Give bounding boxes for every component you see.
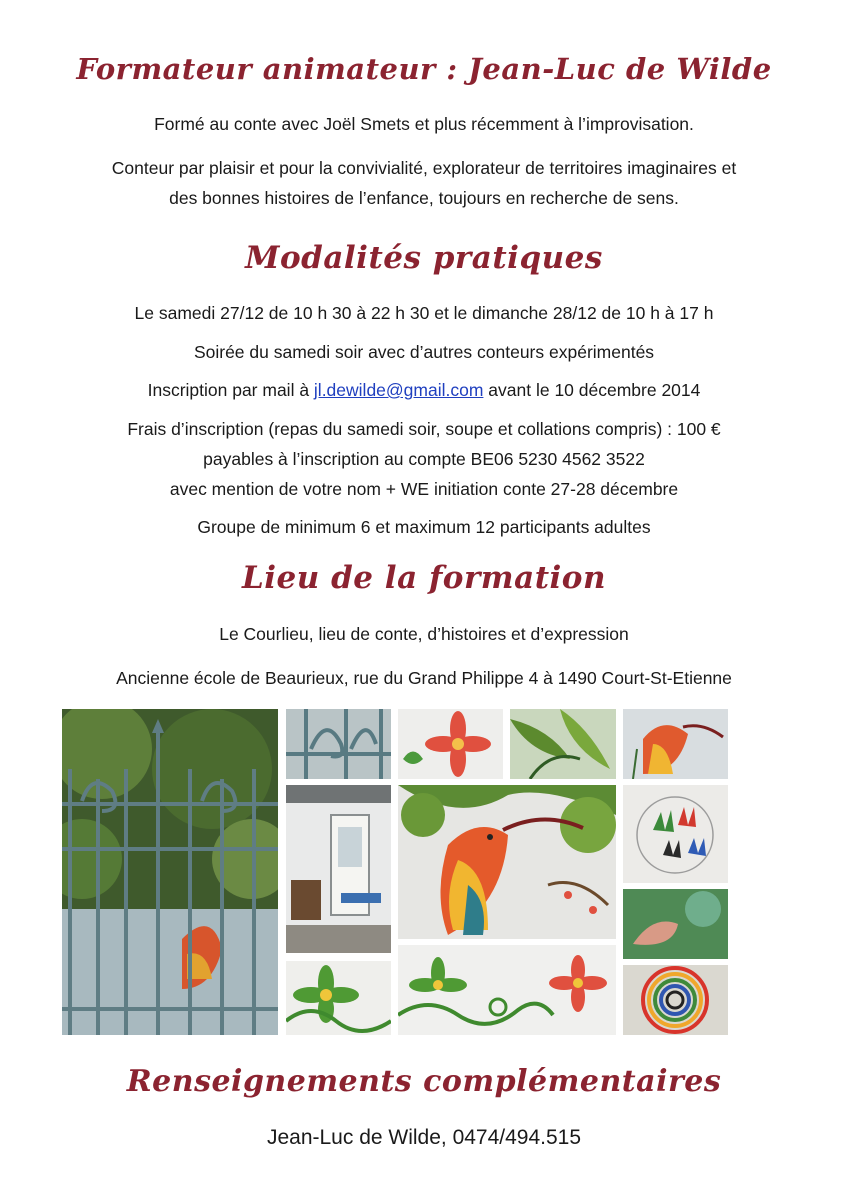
vine-mural-photo <box>398 945 616 1035</box>
modalites-heading: Modalités pratiques <box>245 240 603 276</box>
formateur-heading: Formateur animateur : Jean-Luc de Wilde <box>76 52 772 86</box>
photo-collage <box>62 709 728 1035</box>
leaves-photo <box>510 709 616 779</box>
lieu-heading: Lieu de la formation <box>241 560 607 596</box>
formateur-line-2: Conteur par plaisir et pour la convivialité, explorateur de territoires imaginaires et <box>111 158 737 178</box>
inscription-text-after: avant le 10 décembre 2014 <box>483 380 701 400</box>
modalites-inscription <box>0 379 848 401</box>
gate-photo <box>62 709 278 1035</box>
red-flower-photo <box>398 709 503 779</box>
renseignements-heading: Renseignements complémentaires <box>126 1064 722 1099</box>
modalites-dates: Le samedi 27/12 de 10 h 30 à 22 h 30 et le dimanche 28/12 de 10 h à 17 h <box>134 303 714 323</box>
inscription-text-before: Inscription par mail à <box>147 380 314 400</box>
hand-painting-photo <box>623 889 728 959</box>
bird-mural-photo <box>398 785 616 939</box>
bird-head-photo <box>623 709 728 779</box>
school-entrance-photo <box>286 785 391 953</box>
formateur-line-1: Formé au conte avec Joël Smets et plus récemment à l’improvisation. <box>154 114 694 134</box>
lieu-adresse: Ancienne école de Beaurieux, rue du Grand Philippe 4 à 1490 Court-St-Etienne <box>116 668 732 688</box>
formateur-line-3: des bonnes histoires de l’enfance, toujours en recherche de sens. <box>169 188 679 208</box>
modalites-mention: avec mention de votre nom + WE initiation conte 27-28 décembre <box>169 479 679 499</box>
gate-detail-photo <box>286 709 391 779</box>
modalites-payables: payables à l’inscription au compte BE06 5230 4562 3522 <box>203 449 645 469</box>
lieu-nom: Le Courlieu, lieu de conte, d’histoires et d’expression <box>219 624 629 644</box>
modalites-frais: Frais d’inscription (repas du samedi soir, soupe et collations compris) : 100 € <box>127 419 721 439</box>
email-link[interactable]: jl.dewilde@gmail.com <box>313 380 484 400</box>
spiral-photo <box>623 965 728 1035</box>
modalites-groupe: Groupe de minimum 6 et maximum 12 participants adultes <box>197 517 651 537</box>
modalites-soiree: Soirée du samedi soir avec d’autres conteurs expérimentés <box>193 342 655 362</box>
green-flower-photo <box>286 961 391 1035</box>
handprints-photo <box>623 785 728 883</box>
contact-line: Jean-Luc de Wilde, 0474/494.515 <box>266 1126 582 1149</box>
